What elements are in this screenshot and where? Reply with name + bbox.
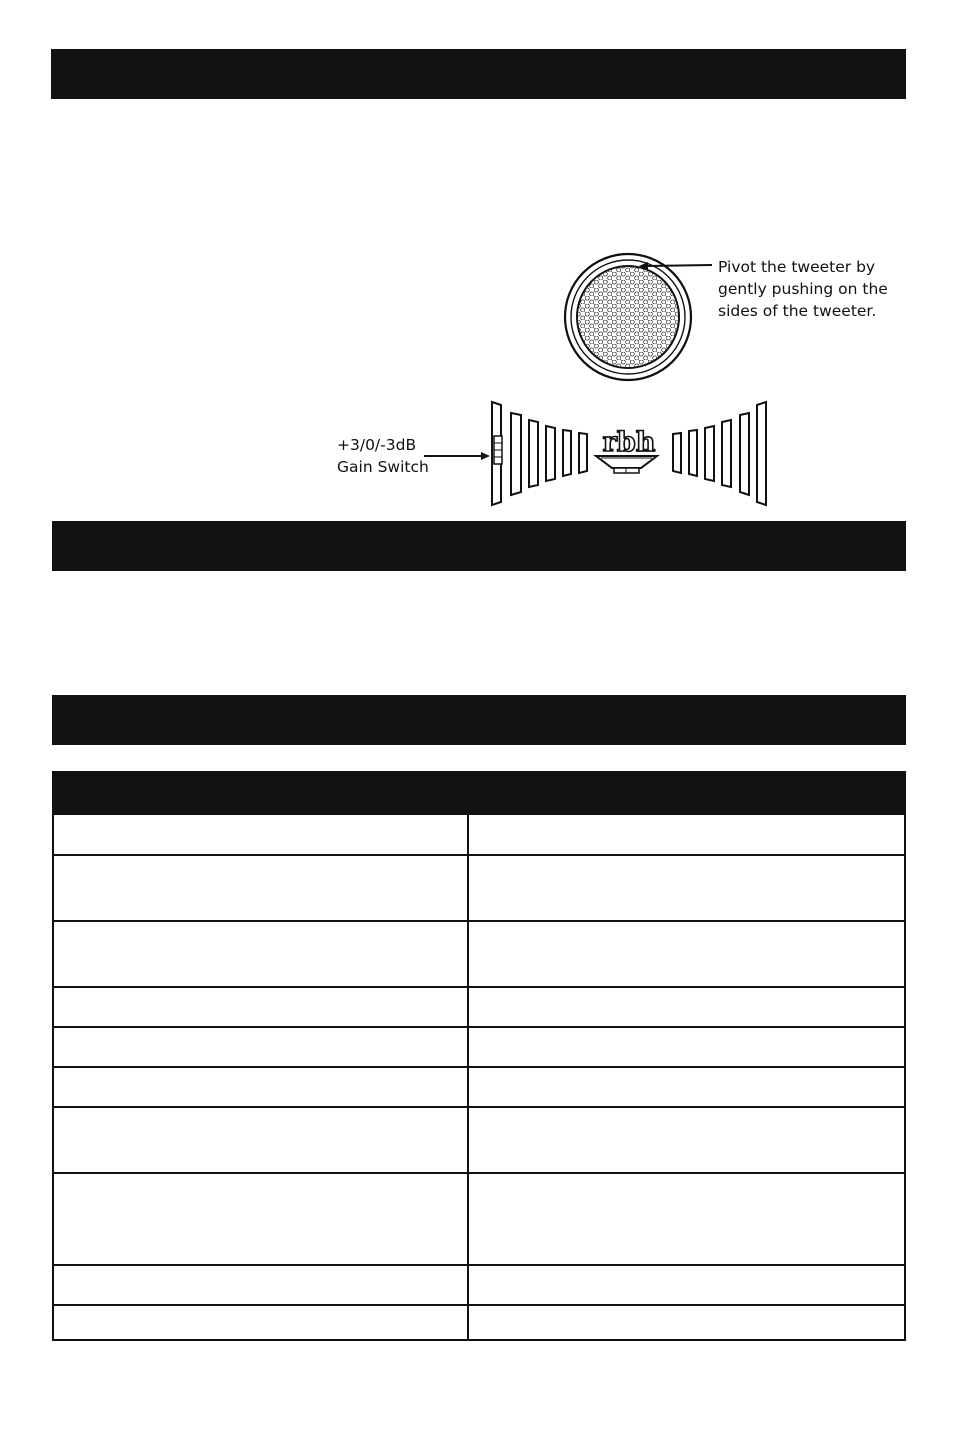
table-cell-value	[469, 922, 904, 986]
brand-logo: rbh	[602, 427, 656, 458]
tweeter-callout-line-2: gently pushing on the	[718, 280, 888, 298]
tweeter-callout	[718, 256, 888, 322]
tweeter-callout-line-1: Pivot the tweeter by	[718, 258, 876, 276]
table-row	[54, 1264, 904, 1304]
table-cell-label	[54, 922, 469, 986]
table-cell-label	[54, 1266, 469, 1304]
table-cell-label	[54, 1028, 469, 1066]
table-cell-value	[469, 856, 904, 920]
table-row	[54, 920, 904, 986]
table-row	[54, 815, 904, 854]
table-cell-label	[54, 815, 469, 854]
table-cell-value	[469, 815, 904, 854]
spec-table	[52, 771, 906, 1341]
table-cell-label	[54, 988, 469, 1026]
table-row	[54, 1304, 904, 1341]
table-row	[54, 1026, 904, 1066]
gain-switch-callout-line-2: Gain Switch	[337, 458, 429, 476]
table-cell-label	[54, 856, 469, 920]
gain-switch-callout	[337, 434, 429, 478]
gain-switch-callout-line-1: +3/0/-3dB	[337, 436, 417, 454]
table-cell-label	[54, 1068, 469, 1106]
spec-table-header	[54, 773, 904, 815]
table-cell-value	[469, 1266, 904, 1304]
table-cell-value	[469, 1306, 904, 1341]
tweeter-pointer-arrow	[639, 262, 712, 270]
table-row	[54, 986, 904, 1026]
table-cell-label	[54, 1108, 469, 1172]
gain-switch-pointer-arrow	[424, 452, 490, 460]
tweeter-drawing	[565, 254, 691, 380]
table-row	[54, 1066, 904, 1106]
table-cell-label	[54, 1306, 469, 1341]
table-row	[54, 854, 904, 920]
tweeter-callout-line-3: sides of the tweeter.	[718, 302, 877, 320]
table-cell-value	[469, 988, 904, 1026]
table-cell-value	[469, 1108, 904, 1172]
table-cell-value	[469, 1028, 904, 1066]
table-cell-value	[469, 1174, 904, 1264]
table-cell-value	[469, 1068, 904, 1106]
table-row	[54, 1106, 904, 1172]
table-cell-label	[54, 1174, 469, 1264]
table-row	[54, 1172, 904, 1264]
